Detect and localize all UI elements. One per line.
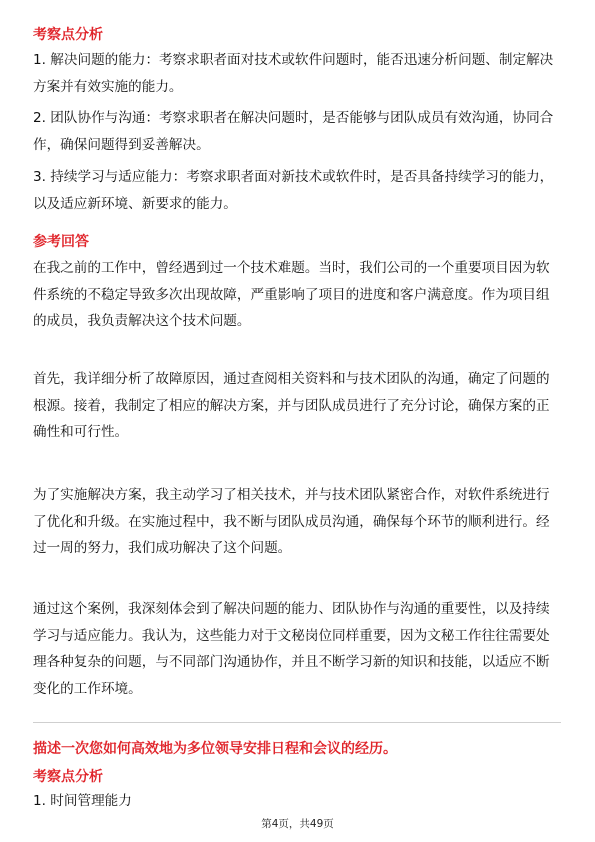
- answer-paragraph-2: 首先，我详细分析了故障原因，通过查阅相关资料和与技术团队的沟通，确定了问题的根源。接着，我制定了相应的解决方案，并与团队成员进行了充分讨论，确保方案的正确性和可行性。: [33, 371, 550, 440]
- section-heading-answer: 参考回答: [33, 234, 89, 250]
- section-divider: [33, 722, 561, 723]
- section-heading-analysis: 考察点分析: [33, 27, 103, 43]
- answer-paragraph-4: 通过这个案例，我深刻体会到了解决问题的能力、团队协作与沟通的重要性，以及持续学习与适应能力。我认为，这些能力对于文秘岗位同样重要，因为文秘工作往往需要处理各种复杂的问题，与不同部门沟通协作，并且不断学习新的知识和技能，以适应不断变化的工作环境。: [33, 601, 550, 697]
- section-heading-analysis-2: 考察点分析: [33, 769, 103, 785]
- analysis-item-3: 3. 持续学习与适应能力：考察求职者面对新技术或软件时，是否具备持续学习的能力，以及适应新环境、新要求的能力。: [33, 169, 554, 212]
- answer-paragraph-3: 为了实施解决方案，我主动学习了相关技术，并与技术团队紧密合作，对软件系统进行了优化和升级。在实施过程中，我不断与团队成员沟通，确保每个环节的顺利进行。经过一周的努力，我们成功解决了这个问题。: [33, 487, 550, 556]
- analysis-item-1: 1. 解决问题的能力：考察求职者面对技术或软件问题时，能否迅速分析问题、制定解决方案并有效实施的能力。: [33, 52, 554, 95]
- answer-paragraph-1: 在我之前的工作中，曾经遇到过一个技术难题。当时，我们公司的一个重要项目因为软件系统的不稳定导致多次出现故障，严重影响了项目的进度和客户满意度。作为项目组的成员，我负责解决这个技术问题。: [33, 260, 550, 329]
- analysis-item-2: 2. 团队协作与沟通：考察求职者在解决问题时，是否能够与团队成员有效沟通，协同合作，确保问题得到妥善解决。: [33, 110, 554, 153]
- page-number: 第4页，共49页: [261, 818, 334, 830]
- analysis2-item-1: 1. 时间管理能力: [33, 793, 132, 809]
- question-title: 描述一次您如何高效地为多位领导安排日程和会议的经历。: [33, 741, 397, 757]
